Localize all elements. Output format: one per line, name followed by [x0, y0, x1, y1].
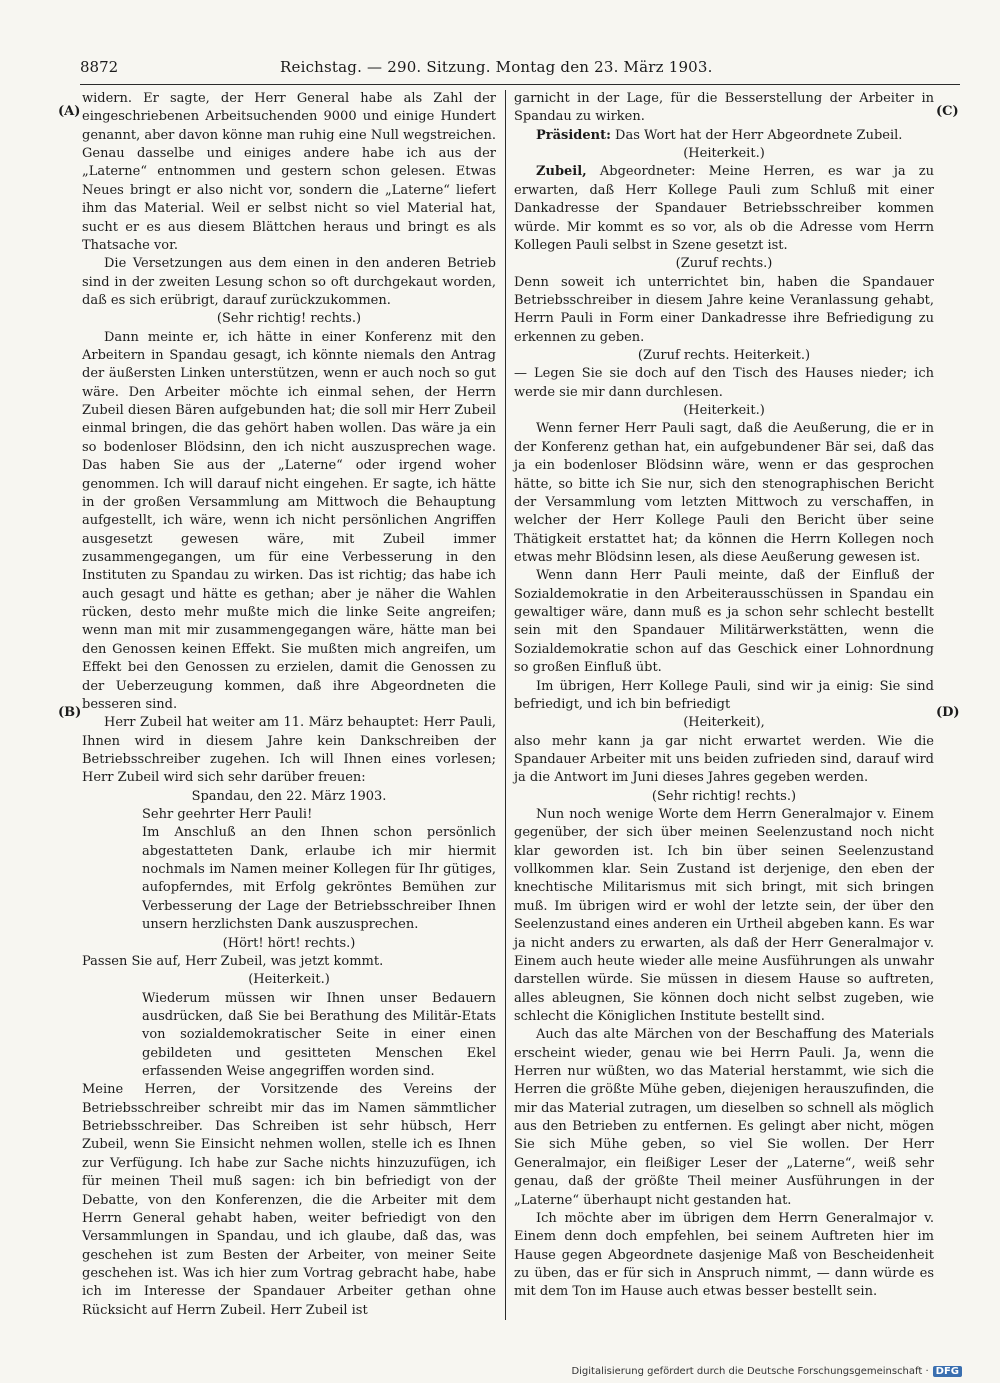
paragraph [514, 678, 934, 715]
paragraph [514, 420, 934, 567]
header-rule [80, 84, 960, 85]
paragraph-text: Dann meinte er, ich hätte in einer Konferenz mit den Arbeitern in Spandau gesagt, ich könnte niemals den Antrag der äußersten Linken unterstützen, wenn er auch noch so gut wäre. Den Arbeiter möchte ich einmal sehen, der Herrn Zubeil diesen Bären aufgebunden hat; die soll mir Herr Zubeil einmal bringen, die das gehört haben wollen. Das wäre ja ein so bodenloser Blödsinn, den ich nicht auszusprechen wage. Das haben Sie aus der „Laterne“ oder irgend woher genommen. Ich will darauf nicht eingehen. Er sagte, ich hätte in der großen Versammlung am Mittwoch die Behauptung aufgestellt, ich wäre, wenn ich nicht persönlichen Angriffen ausgesetzt gewesen wäre, mit Zubeil immer zusammengegangen, um für eine Verbesserung in den Instituten zu Spandau zu wirken. Das ist richtig; das habe ich auch gesagt und hätte es gethan; aber je näher die Wahlen rücken, desto mehr mußte mich die linke Seite angreifen; wenn man mit mir zusammengegangen wäre, hätte man bei den Genossen keinen Effekt. Sie mußten mich angreifen, um Effekt bei den Genossen zu erzielen, damit die Genossen zu der Ueberzeugung kommen, daß ihre Abgeordneten die besseren sind. [82, 329, 496, 712]
paragraph [514, 1210, 934, 1302]
paragraph [514, 788, 934, 806]
paragraph-text: (Zuruf rechts.) [675, 256, 773, 272]
paragraph [82, 824, 496, 934]
paragraph [82, 90, 496, 255]
paragraph [514, 567, 934, 677]
paragraph-text: (Hört! hört! rechts.) [222, 935, 356, 951]
paragraph [82, 806, 496, 824]
paragraph-text: Die Versetzungen aus dem einen in den anderen Betrieb sind in der zweiten Lesung schon so oft durchgekaut worden, daß es sich erübrigt, darauf zurückzukommen. [82, 256, 496, 308]
paragraph-text: Wiederum müssen wir Ihnen unser Bedauern ausdrücken, daß Sie bei Berathung des Militär-Etats von sozialdemokratischer Seite in einer einen gebildeten und gesitteten Menschen Ekel erfassenden Weise angegriffen worden sind. [142, 990, 496, 1080]
paragraph-text: Abgeordneter: Meine Herren, es war ja zu erwarten, daß Herr Kollege Pauli zum Schluß mit einer Dankadresse der Spandauer Betriebsschreiber kommen würde. Mir kommt es so vor, als ob die Adresse vom Herrn Kollegen Pauli selbst in Szene gesetzt ist. [514, 164, 934, 253]
paragraph [514, 255, 934, 273]
paragraph-text: (Heiterkeit.) [248, 972, 330, 988]
footer-credit [571, 1366, 962, 1377]
dfg-logo: DFG [933, 1366, 962, 1377]
paragraph-text: Im Anschluß an den Ihnen schon persönlich abgestatteten Dank, erlaube ich mir hiermit nochmals im Namen meiner Kollegen für Ihr gütiges, aufopferndes, mit Erfolg gekröntes Bemühen zur Verbesserung der Lage der Betriebsschreiber Ihnen unsern herzlichsten Dank auszusprechen. [142, 825, 496, 933]
page-number: 8872 [80, 58, 119, 76]
paragraph [82, 935, 496, 953]
paragraph-text: Meine Herren, der Vorsitzende des Vereins der Betriebsschreiber schreibt mir das im Namen sämmtlicher Betriebsschreiber. Das Schreiben ist sehr hübsch, Herr Zubeil, wenn Sie Einsicht nehmen wollen, stelle ich es Ihnen zur Verfügung. Ich habe zur Sache nichts hinzuzufügen, ich für meinen Theil muß sagen: ich bin befriedigt von der Debatte, von den Konferenzen, die die Arbeiter mit dem Herrn General gehabt haben, weiter befriedigt von den Versammlungen in Spandau, und ich glaube, daß das, was geschehen ist zum Besten der Arbeiter, von meiner Seite geschehen ist. Was ich hier zum Vortrag gebracht habe, habe ich im Interesse der Spandauer Arbeiter gethan ohne Rücksicht auf Herrn Zubeil. Herr Zubeil ist [82, 1082, 496, 1318]
paragraph-text: Denn soweit ich unterrichtet bin, haben die Spandauer Betriebsschreiber in diesem Jahre keine Veranlassung gehabt, Herrn Pauli in Form einer Dankadresse ihre Befriedigung zu erkennen zu geben. [514, 274, 934, 345]
paragraph-text: garnicht in der Lage, für die Besserstellung der Arbeiter in Spandau zu wirken. [514, 91, 934, 125]
paragraph [82, 990, 496, 1082]
paragraph [82, 329, 496, 715]
paragraph [82, 971, 496, 989]
paragraph-text: — Legen Sie sie doch auf den Tisch des Hauses nieder; ich werde sie mir dann durchlesen. [514, 366, 934, 400]
paragraph [514, 163, 934, 255]
page-header [80, 58, 960, 80]
margin-mark-d: (D) [936, 705, 960, 720]
footer-credit-text: Digitalisierung gefördert durch die Deutsche Forschungsgemeinschaft · [571, 1366, 929, 1377]
paragraph-text: Ich möchte aber im übrigen dem Herrn Generalmajor v. Einem denn doch empfehlen, bei seinem Auftreten hier im Hause gegen Abgeordnete dasjenige Maß von Bescheidenheit zu üben, das er für sich in Anspruch nimmt, — dann würde es mit dem Ton im Hause auch etwas besser bestellt sein. [514, 1210, 934, 1300]
paragraph-text: Passen Sie auf, Herr Zubeil, was jetzt kommt. [82, 953, 384, 969]
paragraph [514, 402, 934, 420]
paragraph-text: (Heiterkeit.) [683, 403, 765, 419]
left-column [82, 90, 496, 1320]
paragraph [82, 255, 496, 310]
paragraph-text: (Heiterkeit.) [683, 146, 765, 162]
paragraph [514, 347, 934, 365]
paragraph [82, 788, 496, 806]
paragraph [514, 714, 934, 732]
speaker-name: Zubeil, [536, 164, 587, 180]
paragraph [82, 1081, 496, 1320]
paragraph-text: Auch das alte Märchen von der Beschaffung des Materials erscheint wieder, genau wie bei Herrn Pauli. Ja, wenn die Herren nur wüßten, wo das Material herstammt, wie sich die Herren die größte Mühe geben, diejenigen herauszufinden, die mir das Material zutragen, um dieselben so schnell als möglich aus den Betrieben zu entfernen. Es gelingt aber nicht, mögen Sie sich Mühe geben, so viel Sie wollen. Der Herr Generalmajor, ein fleißiger Leser der „Laterne“, weiß sehr genau, daß der größte Theil meiner Ausführungen in der „Laterne“ überhaupt nicht gestanden hat. [514, 1027, 934, 1208]
paragraph-text: also mehr kann ja gar nicht erwartet werden. Wie die Spandauer Arbeiter mit uns beiden zufrieden sind, darauf wird ja die Antwort im Juni dieses Jahres gegeben werden. [514, 733, 934, 786]
paragraph [514, 365, 934, 402]
paragraph [82, 953, 496, 971]
paragraph-text: Wenn ferner Herr Pauli sagt, daß die Aeußerung, die er in der Konferenz gethan hat, ein aufgebundener Bär sei, daß das ja ein bodenloser Blödsinn wäre, wenn er das gesprochen hätte, so bitte ich Sie nur, sich den stenographischen Bericht der Versammlung vom letzten Mittwoch zu verschaffen, in welcher der Herr Kollege Pauli den Bericht über seine Thätigkeit erstattet hat; da können die Herrn Kollegen noch etwas mehr Blödsinn lesen, als diese Aeußerung gewesen ist. [514, 421, 934, 565]
paragraph-text: Sehr geehrter Herr Pauli! [142, 807, 313, 823]
margin-mark-b: (B) [58, 705, 82, 720]
paragraph [514, 127, 934, 145]
paragraph-text: (Sehr richtig! rechts.) [216, 311, 362, 327]
margin-mark-c: (C) [936, 104, 959, 119]
paragraph-text: Das Wort hat der Herr Abgeordnete Zubeil. [610, 127, 903, 143]
paragraph-text: Nun noch wenige Worte dem Herrn Generalmajor v. Einem gegenüber, der sich über meinen Seelenzustand noch nicht klar geworden ist. Ich bin über seinen Seelenzustand vollkommen klar. Sein Zustand ist derjenige, den eben der knechtische Militarismus mit sich bringt, mit sich bringen muß. Im übrigen wird er wohl der letzte sein, der über den Seelenzustand eines anderen ein Urtheil abgeben kann. Es war ja nicht anders zu erwarten, als daß der Herr Generalmajor v. Einem auch heute wieder alle meine Ausführungen als unwahr darstellen würde. Sie müssen in diesem Hause so auftreten, alles ableugnen, Sie können doch nicht selbst zugeben, wie schlecht die Königlichen Institute bestellt sind. [514, 807, 934, 1024]
paragraph-text: (Sehr richtig! rechts.) [651, 788, 797, 804]
paragraph-text: (Heiterkeit), [683, 715, 765, 731]
paragraph [82, 714, 496, 787]
column-divider [505, 90, 506, 1320]
paragraph-text: widern. Er sagte, der Herr General habe als Zahl der eingeschriebenen Arbeitsuchenden 9000 und einige Hundert genannt, aber davon könne man ruhig eine Null wegstreichen. Genau dasselbe und einiges andere habe ich aus der „Laterne“ entnommen und gestern schon gelesen. Etwas Neues bringt er also nicht vor, sondern die „Laterne“ liefert ihm das Material. Weil er selbst nicht so viel Material hat, sucht er es aus diesem Blättchen heraus und bringt es als Thatsache vor. [82, 91, 496, 253]
paragraph-text: (Zuruf rechts. Heiterkeit.) [637, 348, 811, 364]
paragraph [514, 806, 934, 1026]
paragraph [514, 733, 934, 788]
paragraph [82, 310, 496, 328]
paragraph [514, 145, 934, 163]
margin-mark-a: (A) [58, 104, 81, 119]
right-column [514, 90, 934, 1302]
paragraph-text: Herr Zubeil hat weiter am 11. März behauptet: Herr Pauli, Ihnen wird in diesem Jahre kein Dankschreiben der Betriebsschreiber zugehen. Ich will Ihnen eines vorlesen; Herr Zubeil wird sich sehr darüber freuen: [82, 715, 496, 786]
paragraph [514, 274, 934, 347]
paragraph [514, 90, 934, 127]
paragraph [514, 1026, 934, 1210]
paragraph-text: Im übrigen, Herr Kollege Pauli, sind wir ja einig: Sie sind befriedigt, und ich bin befriedigt [514, 678, 934, 712]
paragraph-text: Wenn dann Herr Pauli meinte, daß der Einfluß der Sozialdemokratie in den Arbeiterausschüssen in Spandau ein gewaltiger wäre, dann muß es ja schon sehr schlecht bestellt sein mit den Spandauer Militärwerkstätten, wenn die Sozialdemokratie schon auf das Geschick einer Lohnordnung so großen Einfluß übt. [514, 568, 934, 676]
speaker-name: Präsident: [536, 127, 611, 143]
header-title: Reichstag. — 290. Sitzung. Montag den 23. März 1903. [280, 58, 713, 76]
paragraph-text: Spandau, den 22. März 1903. [191, 788, 387, 804]
